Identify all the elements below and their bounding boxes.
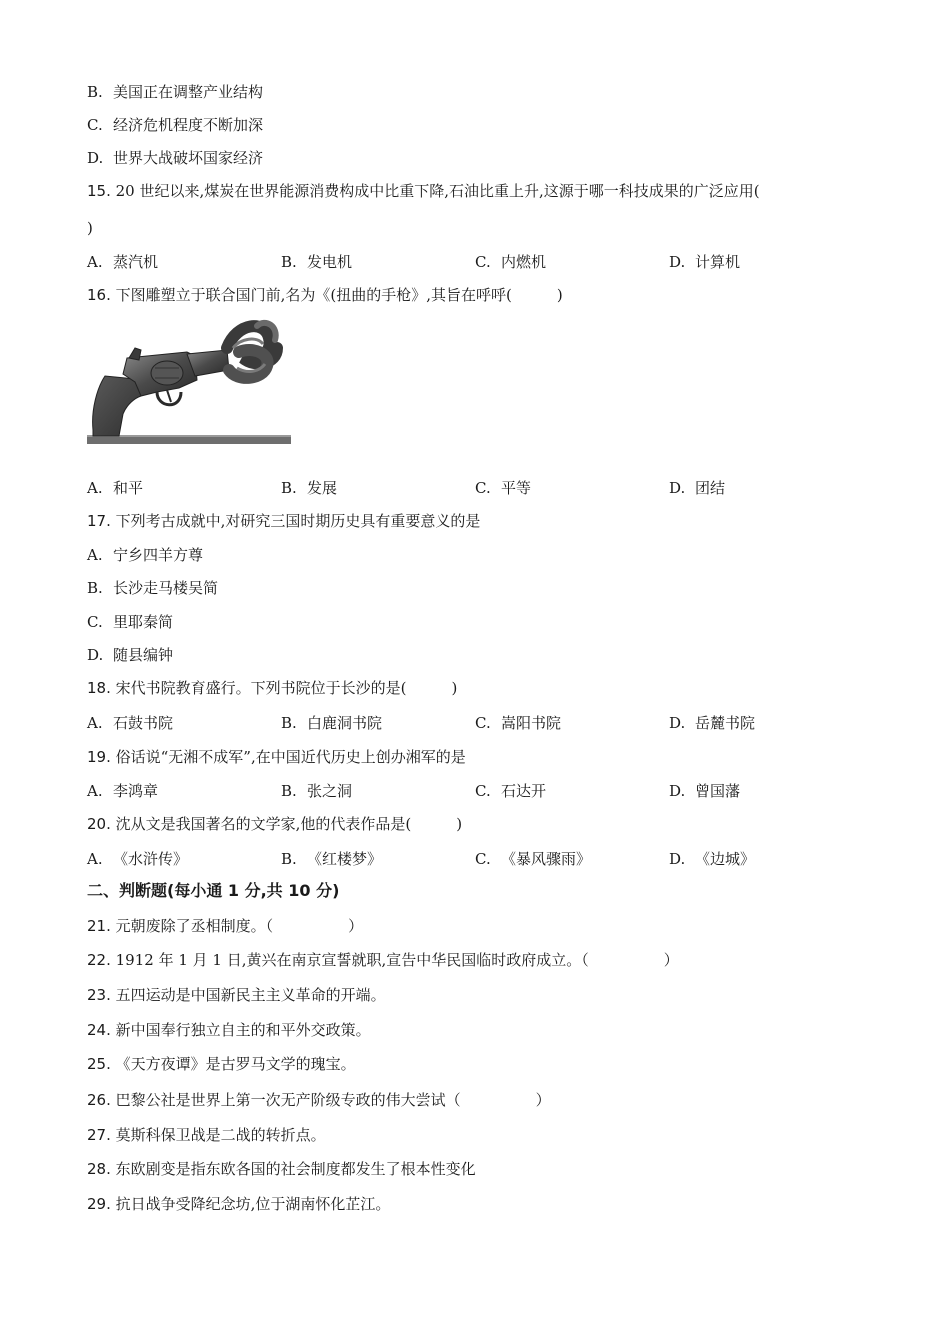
q19-option-a: A. 李鸿章 [87,782,159,800]
q16-option-a: A. 和平 [87,479,144,497]
q16-option-b: B. 发展 [281,479,338,497]
question-number: 23. [87,986,111,1004]
q15-option-b: B. 发电机 [281,253,353,271]
q15-stem: 15. 20 世纪以来,煤炭在世界能源消费构成中比重下降,石油比重上升,这源于哪一科技成果的广泛应用( [87,182,760,200]
question-number: 29. [87,1195,111,1213]
q16-stem: 16. 下图雕塑立于联合国门前,名为《(扭曲的手枪》,其旨在呼呼( ) [87,286,563,304]
question-number: 20. [87,815,111,833]
judgement-item: 25. 《天方夜谭》是古罗马文学的瑰宝。 [87,1055,356,1073]
question-number: 17. [87,512,111,530]
q17-option-b: B. 长沙走马楼吴简 [87,579,219,597]
q18-options [87,713,887,733]
q18-stem: 18. 宋代书院教育盛行。下列书院位于长沙的是( ) [87,679,458,697]
q20-options [87,849,887,869]
q20-option-c: C. 《暴风骤雨》 [475,850,592,868]
q17-option-d: D. 随县编钟 [87,646,174,664]
q16-options [87,478,887,498]
q17-stem: 17. 下列考古成就中,对研究三国时期历史具有重要意义的是 [87,512,481,530]
question-number: 21. [87,917,111,935]
q20-option-a: A. 《水浒传》 [87,850,189,868]
q18-option-c: C. 嵩阳书院 [475,714,562,732]
q17-option-a: A. 宁乡四羊方尊 [87,546,204,564]
q14-option-b: B. 美国正在调整产业结构 [87,83,264,101]
judgement-item: 29. 抗日战争受降纪念坊,位于湖南怀化芷江。 [87,1195,391,1213]
question-number: 27. [87,1126,111,1144]
q19-stem: 19. 俗话说“无湘不成军”,在中国近代历史上创办湘军的是 [87,748,466,766]
q19-option-b: B. 张之洞 [281,782,353,800]
q20-option-b: B. 《红楼梦》 [281,850,383,868]
q15-option-d: D. 计算机 [669,253,741,271]
question-number: 19. [87,748,111,766]
q15-options [87,252,887,272]
question-number: 16. [87,286,111,304]
question-number: 28. [87,1160,111,1178]
knotted-gun-icon [87,318,291,448]
judgement-item: 26. 巴黎公社是世界上第一次无产阶级专政的伟大尝试（ ） [87,1091,551,1109]
q15-option-a: A. 蒸汽机 [87,253,159,271]
q17-option-c: C. 里耶秦简 [87,613,174,631]
judgement-item: 28. 东欧剧变是指东欧各国的社会制度都发生了根本性变化 [87,1160,476,1178]
question-number: 18. [87,679,111,697]
q18-option-d: D. 岳麓书院 [669,714,756,732]
q20-stem: 20. 沈从文是我国著名的文学家,他的代表作品是( ) [87,815,463,833]
q14-option-d: D. 世界大战破坏国家经济 [87,149,264,167]
q16-option-d: D. 团结 [669,479,726,497]
q16-option-c: C. 平等 [475,479,532,497]
question-number: 22. [87,951,111,969]
question-number: 15. [87,182,111,200]
knotted-gun-sculpture-image [87,318,291,448]
q20-option-d: D. 《边城》 [669,850,756,868]
q19-option-c: C. 石达开 [475,782,547,800]
q18-option-a: A. 石鼓书院 [87,714,174,732]
q19-options [87,781,887,801]
q14-option-c: C. 经济危机程度不断加深 [87,116,264,134]
q15-stem-continued: ) [87,219,93,237]
judgement-item: 22. 1912 年 1 月 1 日,黄兴在南京宣誓就职,宣告中华民国临时政府成立。（ ） [87,951,679,969]
judgement-item: 24. 新中国奉行独立自主的和平外交政策。 [87,1021,371,1039]
q18-option-b: B. 白鹿洞书院 [281,714,383,732]
question-number: 24. [87,1021,111,1039]
judgement-item: 21. 元朝废除了丞相制度。（ ） [87,917,364,935]
judgement-item: 27. 莫斯科保卫战是二战的转折点。 [87,1126,326,1144]
q15-option-c: C. 内燃机 [475,253,547,271]
question-number: 25. [87,1055,111,1073]
q19-option-d: D. 曾国藩 [669,782,741,800]
question-number: 26. [87,1091,111,1109]
section-heading: 二、判断题(每小通 1 分,共 10 分) [87,881,340,900]
judgement-item: 23. 五四运动是中国新民主主义革命的开端。 [87,986,386,1004]
